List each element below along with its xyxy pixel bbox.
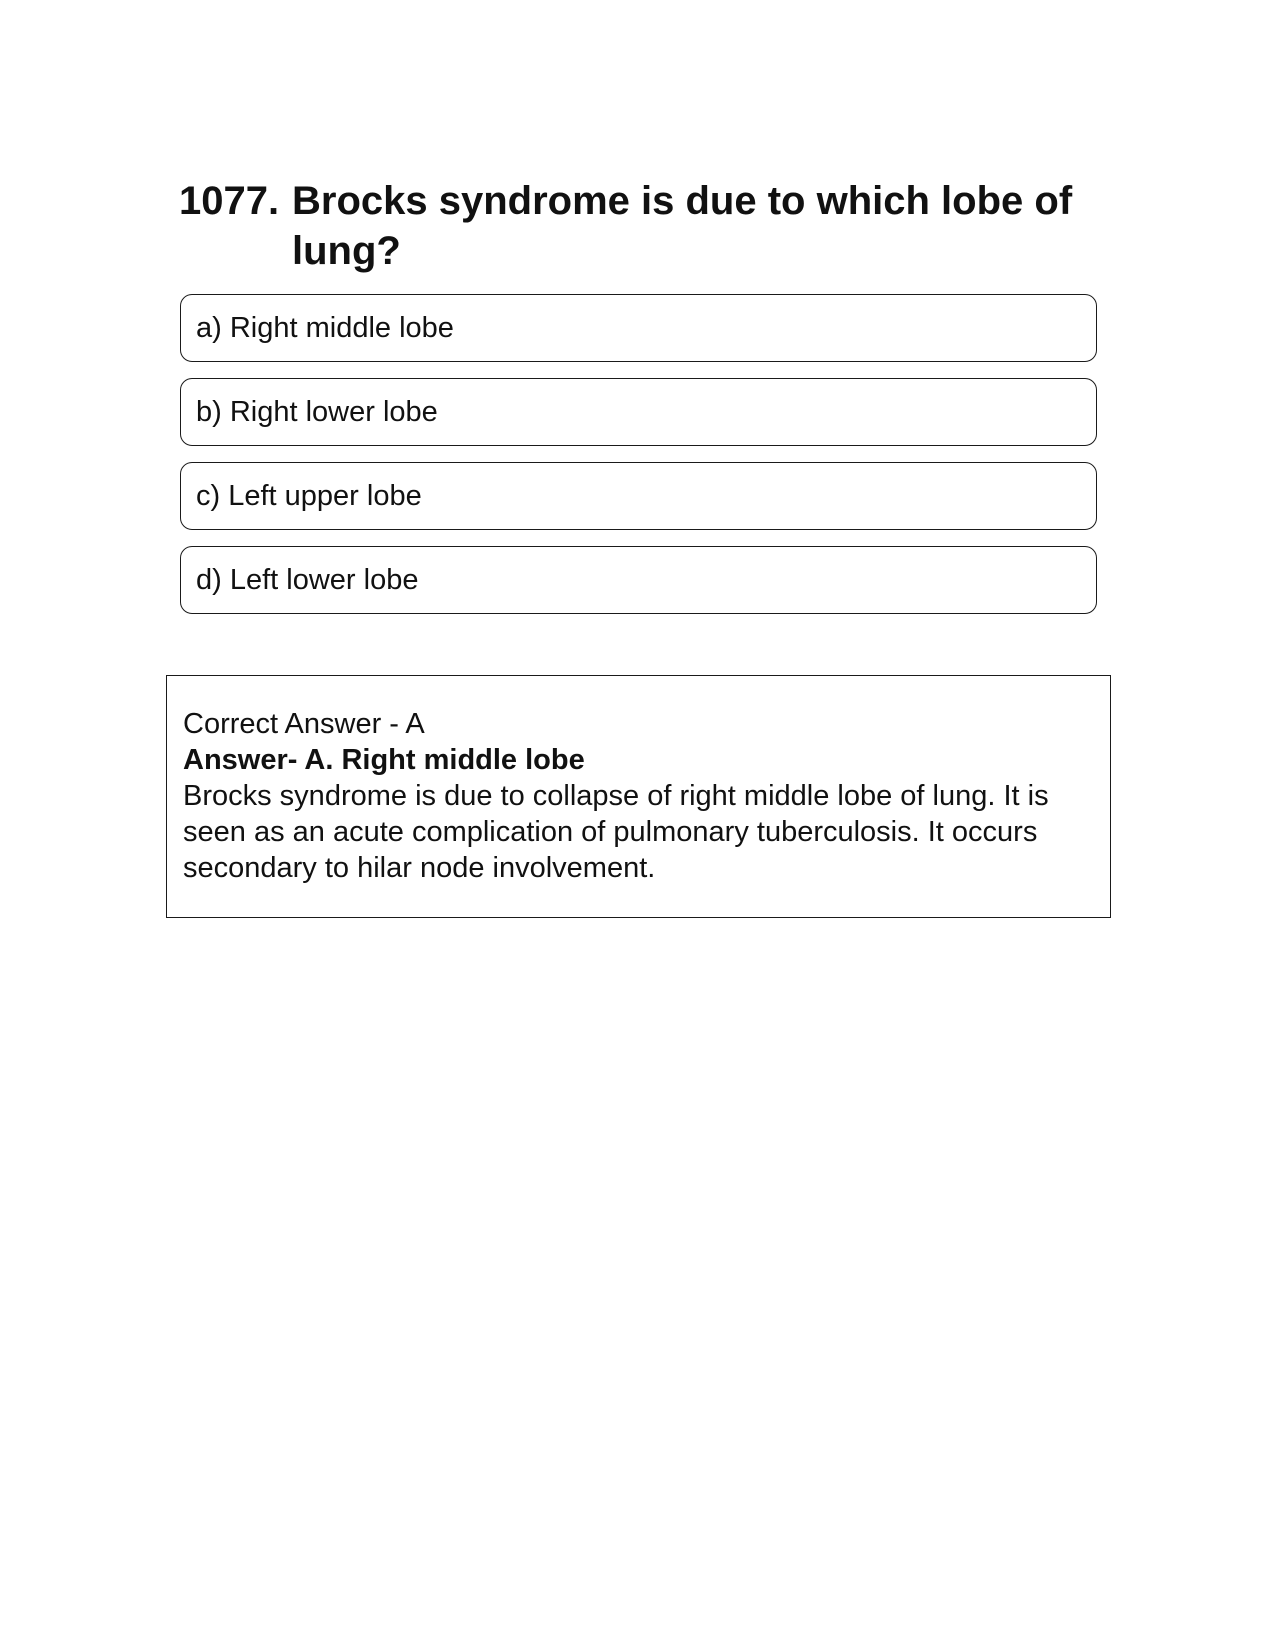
- option-a-label: a) Right middle lobe: [196, 311, 454, 344]
- question-number: 1077.: [179, 179, 280, 223]
- option-c-label: c) Left upper lobe: [196, 479, 422, 512]
- option-d[interactable]: [180, 546, 1097, 614]
- question-text: Brocks syndrome is due to which lobe of lung?: [292, 179, 1073, 273]
- option-b-label: b) Right lower lobe: [196, 395, 438, 428]
- answer-explanation: Brocks syndrome is due to collapse of right middle lobe of lung. It is seen as an acute complication of pulmonary tuberculosis. It occurs secondary to hilar node involvement.: [183, 780, 1049, 884]
- option-d-label: d) Left lower lobe: [196, 563, 419, 596]
- option-c[interactable]: [180, 462, 1097, 530]
- answer-explanation-box: [166, 675, 1111, 918]
- option-b[interactable]: [180, 378, 1097, 446]
- correct-answer-line: Correct Answer - A: [183, 708, 425, 740]
- options-list: [180, 294, 1097, 630]
- answer-heading: Answer- A. Right middle lobe: [183, 744, 585, 776]
- question-heading: [179, 176, 1109, 276]
- option-a[interactable]: [180, 294, 1097, 362]
